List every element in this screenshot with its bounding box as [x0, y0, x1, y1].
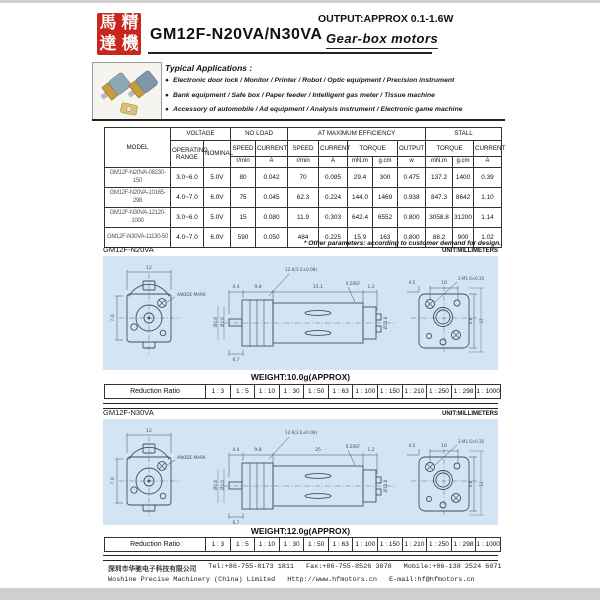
ratio-cell: 1 : 5: [230, 385, 255, 399]
dim-label: 25: [315, 448, 321, 453]
page-edge-top: [0, 0, 600, 3]
table-row: [105, 168, 502, 188]
value-cell: 6.0V: [204, 188, 231, 208]
value-cell: 62.3: [288, 188, 319, 208]
value-cell: 1.02: [474, 228, 502, 248]
torque-header: TORQUE: [426, 141, 474, 157]
value-cell: 15: [231, 208, 256, 228]
dim-label: Ø4.8: [213, 480, 218, 490]
unit-label: mN.m: [426, 157, 453, 168]
dim-label: 1.2: [367, 285, 375, 290]
ratio-cell: 1 : 63: [328, 385, 353, 399]
ratio-cell: 1 : 150: [378, 385, 403, 399]
dim-label: 6.7: [232, 357, 240, 362]
current-header: CURRENT: [319, 141, 348, 157]
value-cell: 15.9: [348, 228, 373, 248]
logo-char: 馬: [99, 13, 117, 33]
value-cell: 29.4: [348, 168, 373, 188]
company-name-cn: 深圳市华驰电子科技有限公司: [108, 565, 197, 573]
typical-applications: [165, 63, 505, 121]
page-edge-bottom: [0, 588, 600, 600]
dim-label: 4.5: [408, 443, 416, 448]
value-cell: 3.0~6.0: [171, 208, 204, 228]
dim-label: 6.7: [232, 520, 240, 525]
ratio-table-label: Reduction Ratio: [105, 385, 206, 399]
ratio-cell: 1 : 210: [402, 538, 427, 552]
applications-heading: Typical Applications :: [165, 63, 253, 73]
value-cell: 31200: [453, 208, 474, 228]
unit-label: g.cm: [453, 157, 474, 168]
value-cell: 5.0V: [204, 168, 231, 188]
value-cell: 4.0~7.0: [171, 228, 204, 248]
value-cell: 6.0V: [204, 228, 231, 248]
value-cell: 590: [231, 228, 256, 248]
dim-label: 12: [479, 318, 484, 324]
ratio-cell: 1 : 250: [427, 385, 452, 399]
ratio-cell: 1 : 10: [255, 538, 280, 552]
application-text: Bank equipment / Safe box / Paper feeder / Intelligent gas meter / Tissue machine: [172, 91, 435, 99]
dim-label: 9.8: [468, 317, 473, 325]
value-cell: 80: [231, 168, 256, 188]
table-row: [105, 208, 502, 228]
current-header: CURRENT: [474, 141, 502, 157]
bullet-icon: ●: [165, 77, 169, 84]
model-cell: GM12F-N30VA-12120-1000: [105, 208, 171, 228]
logo-char: 機: [121, 34, 139, 54]
anode-mark-label: ANODE MARK: [177, 455, 206, 460]
section-label: GM12F-N30VA: [103, 408, 154, 417]
value-cell: 0.475: [398, 168, 426, 188]
footer: [108, 563, 500, 587]
bullet-icon: ●: [165, 106, 169, 113]
unit-note: UNIT:MILLIMETERS: [442, 248, 498, 254]
value-cell: 0.042: [256, 168, 288, 188]
value-cell: 8642: [453, 188, 474, 208]
shaft-callout-label: 12.6(3.0±0.08): [284, 267, 318, 272]
ratio-cell: 1 : 30: [279, 538, 304, 552]
unit-label: r/min: [231, 157, 256, 168]
value-cell: 144.0: [348, 188, 373, 208]
ratio-cell: 1 : 1000: [476, 538, 501, 552]
footer-web-row: [108, 576, 500, 584]
dim-label: 9.8: [254, 285, 262, 290]
weight-label: WEIGHT:10.0g(APPROX): [250, 372, 351, 382]
output-header: OUTPUT: [398, 141, 426, 157]
value-cell: 0.225: [319, 228, 348, 248]
model-cell: GM12F-N20VA-10165-298: [105, 188, 171, 208]
ratio-cell: 1 : 100: [353, 538, 378, 552]
value-cell: 1469: [373, 188, 398, 208]
drawing-panel-n20va: [103, 256, 498, 370]
mobile-label: Mobile:+86-138 2524 6071: [403, 563, 502, 571]
value-cell: 642.4: [348, 208, 373, 228]
logo-char: 精: [121, 13, 139, 33]
technical-drawing: [103, 419, 498, 525]
value-cell: 0.095: [319, 168, 348, 188]
value-cell: 0.800: [398, 208, 426, 228]
ratio-cell: 1 : 10: [255, 385, 280, 399]
dim-label: 7.0: [111, 477, 116, 485]
section-label: GM12F-N20VA: [103, 245, 154, 254]
dim-label: Ø3.0: [220, 317, 225, 327]
no-load-header: NO LOAD: [231, 128, 288, 141]
email-link[interactable]: E-mail:hf@hfmotors.cn: [388, 576, 475, 584]
value-cell: 300: [373, 168, 398, 188]
product-photo: [92, 62, 162, 121]
value-cell: 163: [373, 228, 398, 248]
value-cell: 88.2: [426, 228, 453, 248]
operating-range-header: OPERATING RANGE: [171, 141, 204, 168]
dim-label: 9.8: [254, 448, 262, 453]
technical-drawing: [103, 256, 498, 370]
dim-label: 15.1: [312, 285, 324, 290]
application-text: Electronic door lock / Monitor / Printer / Robot / Optic equipment / Precision instrument: [172, 77, 455, 84]
application-text: Accessory of automobile / Ad equipment / Analysis instrument / Electronic game machine: [172, 106, 463, 113]
ratio-cell: 1 : 63: [328, 538, 353, 552]
page-title: GM12F-N20VA/N30VA: [150, 26, 323, 43]
ratio-cell: 1 : 150: [378, 538, 403, 552]
reduction-ratio-table: [104, 537, 501, 552]
value-cell: 484: [288, 228, 319, 248]
fax-label: Fax:+86-755-8526 3878: [306, 563, 392, 571]
model-cell: GM12F-N30VA-11130-50: [105, 228, 171, 248]
unit-label: mN.m: [348, 157, 373, 168]
value-cell: 900: [453, 228, 474, 248]
value-cell: 0.050: [256, 228, 288, 248]
value-cell: 1400: [453, 168, 474, 188]
speed-header: SPEED: [288, 141, 319, 157]
group-header-row: [105, 128, 502, 141]
value-cell: 847.3: [426, 188, 453, 208]
dim-label: Ø4.8: [213, 317, 218, 327]
unit-label: A: [319, 157, 348, 168]
value-cell: 3058.8: [426, 208, 453, 228]
section-rule: [92, 119, 505, 121]
output-spec-label: OUTPUT:APPROX 0.1-1.6W: [318, 13, 454, 25]
company-name-en: Woshine Precise Machinery (China) Limited: [108, 576, 276, 584]
torque-header: TORQUE: [348, 141, 398, 157]
dim-label: 9.8: [468, 480, 473, 488]
ratio-cell: 1 : 3: [206, 385, 231, 399]
unit-label: A: [256, 157, 288, 168]
dim-label: 0.2REF: [345, 281, 361, 286]
unit-label: A: [474, 157, 502, 168]
section-header-n30va: [103, 408, 498, 417]
specification-table: [104, 127, 506, 248]
value-cell: 1.10: [474, 188, 502, 208]
screw-callout-label: 2-M1.6×0.35: [458, 439, 485, 444]
dim-label: 1.2: [367, 448, 375, 453]
unit-label: r/min: [288, 157, 319, 168]
unit-note: UNIT:MILLIMETERS: [442, 411, 498, 417]
value-cell: 11.9: [288, 208, 319, 228]
ratio-row: [105, 538, 501, 552]
ratio-table-label: Reduction Ratio: [105, 538, 206, 552]
dim-label: 4.4: [232, 448, 240, 453]
dim-label: 4.4: [232, 285, 240, 290]
company-stamp-logo: [97, 13, 141, 55]
screw-callout-label: 2-M1.6×0.35: [458, 276, 485, 281]
spec-table-body: [105, 168, 502, 248]
application-item: [165, 106, 505, 114]
current-header: CURRENT: [256, 141, 288, 157]
ratio-cell: 1 : 1000: [476, 385, 501, 399]
application-item: [165, 92, 505, 100]
ratio-cell: 1 : 100: [353, 385, 378, 399]
table-row: [105, 188, 502, 208]
logo-char: 達: [99, 34, 117, 54]
header-rule: [148, 52, 432, 54]
value-cell: 3.0~6.0: [171, 168, 204, 188]
weight-label: WEIGHT:12.0g(APPROX): [250, 526, 351, 536]
max-efficiency-header: AT MAXIMUM EFFICIENCY: [288, 128, 426, 141]
speed-header: SPEED: [231, 141, 256, 157]
value-cell: 0.045: [256, 188, 288, 208]
ratio-row: [105, 385, 501, 399]
ratio-cell: 1 : 210: [402, 385, 427, 399]
bullet-icon: ●: [165, 91, 169, 99]
shaft-callout-label: 12.6(3.0±0.08): [284, 430, 318, 435]
value-cell: 0.080: [256, 208, 288, 228]
value-cell: 0.800: [398, 228, 426, 248]
dim-label: Ø10.0: [383, 479, 388, 493]
dim-label: 12: [146, 429, 152, 434]
voltage-header: VOLTAGE: [171, 128, 231, 141]
value-cell: 0.303: [319, 208, 348, 228]
ratio-cell: 1 : 5: [230, 538, 255, 552]
nominal-header: NOMINAL: [204, 141, 231, 168]
ratio-cell: 1 : 30: [279, 385, 304, 399]
dim-label: 12: [479, 481, 484, 487]
dim-label: 0.2REF: [345, 444, 361, 449]
unit-label: g.cm: [373, 157, 398, 168]
dim-label: Ø10.0: [383, 316, 388, 330]
value-cell: 6552: [373, 208, 398, 228]
value-cell: 70: [288, 168, 319, 188]
custom-design-note: * Other parameters: according to customer demand for design.: [303, 240, 501, 247]
application-item: [165, 77, 505, 85]
value-cell: 1.14: [474, 208, 502, 228]
footer-contact-row: [108, 563, 500, 573]
value-cell: 75: [231, 188, 256, 208]
dim-label: 10: [441, 281, 447, 286]
drawing-panel-n30va: [103, 419, 498, 525]
product-category-label: Gear-box motors: [326, 31, 438, 49]
reduction-ratio-table: [104, 384, 501, 399]
stall-header: STALL: [426, 128, 502, 141]
value-cell: 0.39: [474, 168, 502, 188]
value-cell: 4.0~7.0: [171, 188, 204, 208]
ratio-cell: 1 : 50: [304, 538, 329, 552]
double-rule: [103, 555, 498, 561]
tel-label: Tel:+86-755-8173 1811: [208, 563, 295, 571]
dim-label: 12: [146, 266, 152, 271]
model-header: MODEL: [105, 128, 171, 168]
dim-label: 4.5: [408, 280, 416, 285]
dim-label: 10: [441, 444, 447, 449]
section-header-n20va: [103, 245, 498, 254]
motors-photo-illustration: [93, 63, 161, 120]
ratio-cell: 1 : 250: [427, 538, 452, 552]
dim-label: 7.0: [111, 314, 116, 322]
model-cell: GM12F-N20VA-08230-150: [105, 168, 171, 188]
value-cell: 0.938: [398, 188, 426, 208]
dim-label: Ø3.0: [220, 480, 225, 490]
ratio-cell: 1 : 50: [304, 385, 329, 399]
ratio-cell: 1 : 298: [451, 385, 476, 399]
unit-label: w: [398, 157, 426, 168]
value-cell: 137.2: [426, 168, 453, 188]
website-link[interactable]: Http://www.hfmotors.cn: [287, 576, 377, 584]
value-cell: 5.0V: [204, 208, 231, 228]
ratio-cell: 1 : 298: [451, 538, 476, 552]
ratio-cell: 1 : 3: [206, 538, 231, 552]
value-cell: 0.224: [319, 188, 348, 208]
anode-mark-label: ANODE MARK: [177, 292, 206, 297]
